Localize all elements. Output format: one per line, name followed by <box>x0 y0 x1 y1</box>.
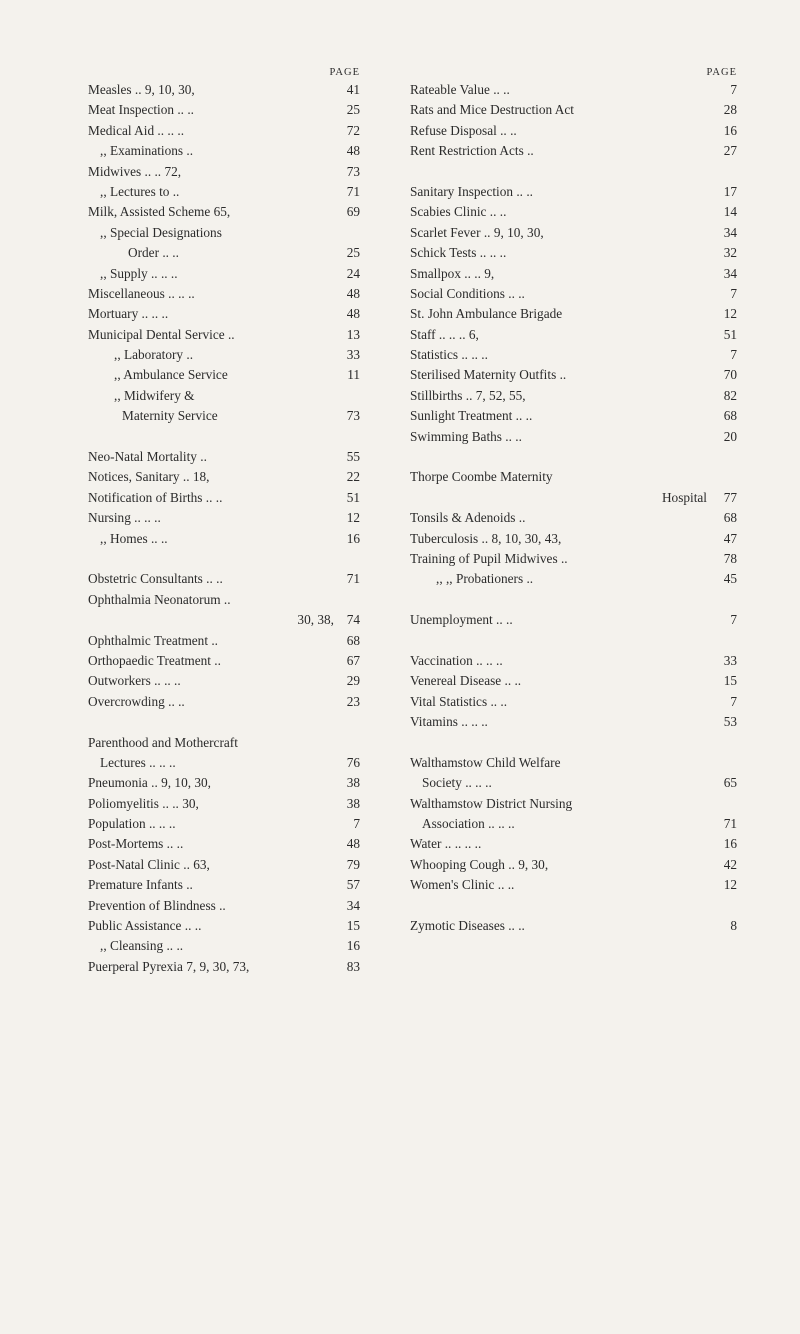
index-entry <box>88 365 360 385</box>
index-entry <box>410 610 737 630</box>
index-entry <box>88 712 360 732</box>
page-column-header: PAGE <box>706 67 737 78</box>
index-entry-label: Walthamstow Child Welfare <box>410 754 561 770</box>
index-entry <box>410 794 737 814</box>
index-entry-page: 7 <box>730 612 737 628</box>
index-entry-label: Tuberculosis .. 8, 10, 30, 43, <box>410 530 562 546</box>
index-entry-label: Scabies Clinic .. .. <box>410 204 507 220</box>
index-entry <box>88 427 360 447</box>
index-entry-label: Water .. .. .. .. <box>410 836 482 852</box>
index-entry <box>88 141 360 161</box>
index-entry-label: Statistics .. .. .. <box>410 347 488 363</box>
index-entry <box>410 508 737 528</box>
index-entry-page: 48 <box>346 306 360 322</box>
index-entry-page: 12 <box>346 510 360 526</box>
index-entry-label: Notices, Sanitary .. 18, <box>88 469 210 485</box>
index-entry-page: 76 <box>346 754 360 770</box>
index-entry-page: 25 <box>346 102 360 118</box>
index-entry <box>410 712 737 732</box>
index-entry <box>410 467 737 487</box>
index-entry-label: Sanitary Inspection .. .. <box>410 183 533 199</box>
index-entry <box>410 916 737 936</box>
index-entry-label: Women's Clinic .. .. <box>410 877 515 893</box>
index-entry-label: Hospital <box>661 489 707 505</box>
index-entry-label: Pneumonia .. 9, 10, 30, <box>88 775 211 791</box>
index-entry-label: Population .. .. .. <box>88 816 176 832</box>
index-entry <box>410 814 737 834</box>
index-entry-page: 45 <box>723 571 737 587</box>
index-entry-page: 15 <box>346 918 360 934</box>
index-entry-label: Premature Infants .. <box>88 877 193 893</box>
index-entry-page: 20 <box>723 428 737 444</box>
index-entry-page: 68 <box>723 408 737 424</box>
index-entry-label: ,, Homes .. .. <box>100 530 168 546</box>
index-entry <box>88 733 360 753</box>
index-entry-page: 7 <box>730 82 737 97</box>
index-entry <box>410 182 737 202</box>
index-entries-left <box>88 80 360 977</box>
index-entry-page: 25 <box>346 245 360 261</box>
index-entry <box>88 100 360 120</box>
index-entry-label: ,, Supply .. .. .. <box>100 265 178 281</box>
index-entry-page: 12 <box>723 877 737 893</box>
index-entry <box>410 264 737 284</box>
index-entry-label: Walthamstow District Nursing <box>410 795 573 811</box>
index-entry-label: Order .. .. <box>128 245 179 261</box>
index-entry-label: Refuse Disposal .. .. <box>410 122 517 138</box>
index-entry <box>410 692 737 712</box>
index-entry-label: Social Conditions .. .. <box>410 285 525 301</box>
index-entry <box>88 896 360 916</box>
index-entry-label: Stillbirths .. 7, 52, 55, <box>410 387 526 403</box>
index-entry-page: 55 <box>346 449 360 465</box>
index-entry <box>410 386 737 406</box>
index-entry-page: 12 <box>723 306 737 322</box>
index-entry-page: 7 <box>730 285 737 301</box>
index-entry <box>410 100 737 120</box>
index-entry <box>88 467 360 487</box>
index-entry-label: Rateable Value .. .. <box>410 82 510 97</box>
index-entry-label: Unemployment .. .. <box>410 612 513 628</box>
index-entry-label: ,, Midwifery & <box>114 387 195 403</box>
index-entry-label: Lectures .. .. .. <box>100 754 176 770</box>
index-entry-label: Mortuary .. .. .. <box>88 306 169 322</box>
index-entry <box>410 427 737 447</box>
index-entry-label: ,, Cleansing .. .. <box>100 938 184 954</box>
index-entry-page: 48 <box>346 836 360 852</box>
index-entry <box>410 671 737 691</box>
index-entry-label: Training of Pupil Midwives .. <box>410 550 568 566</box>
index-entry-page: 41 <box>346 82 360 97</box>
index-entry-page: 7 <box>353 816 360 832</box>
index-entry-page: 70 <box>723 367 737 383</box>
index-entry-page: 71 <box>723 816 737 832</box>
index-entry-label: Poliomyelitis .. .. 30, <box>88 795 199 811</box>
index-entry-page: 17 <box>723 183 737 199</box>
index-entry-page: 78 <box>723 550 737 566</box>
index-entry-page: 7 <box>730 347 737 363</box>
index-entry <box>88 569 360 589</box>
index-entry-label: Ophthalmia Neonatorum .. <box>88 591 231 607</box>
index-entry-page: 72 <box>346 122 360 138</box>
index-entry-page: 47 <box>723 530 737 546</box>
index-entry-label: Society .. .. .. <box>422 775 492 791</box>
index-entry-page: 67 <box>346 652 360 668</box>
index-entry <box>410 488 737 508</box>
index-entry <box>410 141 737 161</box>
index-entry <box>88 875 360 895</box>
index-entry <box>88 590 360 610</box>
index-entry-label: ,, ,, Probationers .. <box>436 571 534 587</box>
index-entry-page: 53 <box>723 714 737 730</box>
index-entry <box>88 386 360 406</box>
index-entry-label: Parenthood and Mothercraft <box>88 734 238 750</box>
index-entry <box>88 916 360 936</box>
index-entry-label: ,, Special Designations <box>100 224 222 240</box>
index-entry <box>88 447 360 467</box>
index-entry-label: Obstetric Consultants .. .. <box>88 571 223 587</box>
index-entry <box>88 936 360 956</box>
index-entry <box>88 610 360 630</box>
index-entry-page: 8 <box>730 918 737 934</box>
index-entry-page: 68 <box>346 632 360 648</box>
index-entry-page: 34 <box>346 897 360 913</box>
index-entry-label: Ophthalmic Treatment .. <box>88 632 219 648</box>
index-entry-page: 14 <box>723 204 737 220</box>
index-entry <box>88 814 360 834</box>
index-entry <box>410 162 737 182</box>
index-entry-label: Rats and Mice Destruction Act <box>410 102 574 118</box>
index-entry-page: 16 <box>723 836 737 852</box>
index-entry-page: 16 <box>346 530 360 546</box>
index-entry-label: ,, Ambulance Service <box>114 367 228 383</box>
index-entry <box>88 651 360 671</box>
index-entry-page: 16 <box>346 938 360 954</box>
index-entry <box>410 406 737 426</box>
index-entry <box>88 855 360 875</box>
index-entry <box>410 651 737 671</box>
index-entry-page: 71 <box>346 571 360 587</box>
index-entry-label: Vitamins .. .. .. <box>410 714 488 730</box>
index-column-left <box>88 66 360 977</box>
index-entry-label: Meat Inspection .. .. <box>88 102 194 118</box>
index-entry-label: Public Assistance .. .. <box>88 918 202 934</box>
index-entry-label: 30, 38, <box>297 612 334 628</box>
index-entry <box>88 834 360 854</box>
index-entry <box>410 80 737 100</box>
index-entry <box>410 202 737 222</box>
index-entry-label: Medical Aid .. .. .. <box>88 122 185 138</box>
index-entry <box>88 794 360 814</box>
index-entry-label: Tonsils & Adenoids .. <box>410 510 526 526</box>
index-entry <box>410 325 737 345</box>
index-entry-label: Prevention of Blindness .. <box>88 897 226 913</box>
index-entry <box>410 875 737 895</box>
index-entry-label: Swimming Baths .. .. <box>410 428 522 444</box>
index-entry <box>88 121 360 141</box>
index-entry <box>88 957 360 977</box>
index-entry-page: 13 <box>346 326 360 342</box>
index-entry-label: Miscellaneous .. .. .. <box>88 285 195 301</box>
index-entry-label: Municipal Dental Service .. <box>88 326 235 342</box>
index-entry <box>410 590 737 610</box>
index-entry <box>410 631 737 651</box>
index-entry-label: St. John Ambulance Brigade <box>410 306 563 322</box>
index-entry-page: 73 <box>346 163 360 179</box>
index-entry-label: Maternity Service <box>122 408 218 424</box>
index-entry-page: 22 <box>346 469 360 485</box>
page-column-header: PAGE <box>329 67 360 78</box>
index-entry-page: 34 <box>723 224 737 240</box>
index-entry-label: Neo-Natal Mortality .. <box>88 449 207 465</box>
index-entry <box>88 773 360 793</box>
index-entry-page: 32 <box>723 245 737 261</box>
index-entry-label: Vaccination .. .. .. <box>410 652 503 668</box>
index-entry <box>410 549 737 569</box>
index-entry <box>410 243 737 263</box>
index-entry <box>88 692 360 712</box>
index-entry-page: 27 <box>723 143 737 159</box>
index-entry <box>410 365 737 385</box>
index-entry-label: Outworkers .. .. .. <box>88 673 181 689</box>
index-entry <box>410 121 737 141</box>
index-entry-page: 74 <box>346 612 360 628</box>
index-entry-page: 82 <box>723 387 737 403</box>
index-entry-label: Thorpe Coombe Maternity <box>410 469 553 485</box>
index-entry <box>88 325 360 345</box>
index-entry <box>88 488 360 508</box>
index-entry <box>410 529 737 549</box>
index-entry-page: 11 <box>347 367 360 383</box>
index-entry <box>88 304 360 324</box>
index-entry-label: Overcrowding .. .. <box>88 693 185 709</box>
index-entry-page: 34 <box>723 265 737 281</box>
index-entry-page: 38 <box>346 775 360 791</box>
index-entry-page: 28 <box>723 102 737 118</box>
index-entry <box>88 264 360 284</box>
index-entry-label: Smallpox .. .. 9, <box>410 265 495 281</box>
index-entry-page: 68 <box>723 510 737 526</box>
index-entry-label: Post-Mortems .. .. <box>88 836 184 852</box>
index-entry-page: 24 <box>346 265 360 281</box>
index-entry-page: 33 <box>346 347 360 363</box>
index-entry <box>88 284 360 304</box>
index-entry-page: 51 <box>723 326 737 342</box>
index-entry-label: Association .. .. .. <box>422 816 515 832</box>
index-entry-page: 29 <box>346 673 360 689</box>
index-entry <box>88 508 360 528</box>
index-entry-page: 73 <box>346 408 360 424</box>
index-entry-page: 69 <box>346 204 360 220</box>
index-entry-page: 33 <box>723 652 737 668</box>
index-entry-page: 79 <box>346 856 360 872</box>
index-entry <box>88 549 360 569</box>
index-entry-label: Sterilised Maternity Outfits .. <box>410 367 567 383</box>
index-entry-label: Venereal Disease .. .. <box>410 673 522 689</box>
index-entry-label: Vital Statistics .. .. <box>410 693 508 709</box>
index-column-right <box>410 66 737 936</box>
index-entry-label: Sunlight Treatment .. .. <box>410 408 533 424</box>
index-entry <box>410 447 737 467</box>
index-entry-page: 38 <box>346 795 360 811</box>
index-entry <box>88 223 360 243</box>
index-entry-label: Whooping Cough .. 9, 30, <box>410 856 549 872</box>
index-entry-label: Scarlet Fever .. 9, 10, 30, <box>410 224 544 240</box>
index-entry-label: Zymotic Diseases .. .. <box>410 918 525 934</box>
index-entry-label: Milk, Assisted Scheme 65, <box>88 204 231 220</box>
index-entry-label: Staff .. .. .. 6, <box>410 326 479 342</box>
index-entry <box>88 243 360 263</box>
index-entry <box>410 569 737 589</box>
index-entry <box>88 529 360 549</box>
index-entry <box>410 834 737 854</box>
index-entry-page: 51 <box>346 489 360 505</box>
index-entry <box>410 753 737 773</box>
index-entry <box>88 753 360 773</box>
index-entry-page: 16 <box>723 122 737 138</box>
index-entry <box>88 162 360 182</box>
index-entry <box>410 773 737 793</box>
index-entry <box>410 896 737 916</box>
index-entry-label: ,, Laboratory .. <box>114 347 194 363</box>
index-entry-page: 57 <box>346 877 360 893</box>
index-entry <box>88 345 360 365</box>
index-entry <box>88 406 360 426</box>
index-entry-page: 83 <box>346 958 360 974</box>
index-entry-page: 48 <box>346 285 360 301</box>
index-entry <box>88 202 360 222</box>
index-entry-page: 71 <box>346 183 360 199</box>
index-entry-page: 48 <box>346 143 360 159</box>
index-entry <box>410 855 737 875</box>
index-entry-page: 15 <box>723 673 737 689</box>
index-entry <box>88 80 360 100</box>
index-entry <box>410 304 737 324</box>
index-entry <box>88 182 360 202</box>
index-entry-page: 7 <box>730 693 737 709</box>
index-entry-label: Notification of Births .. .. <box>88 489 223 505</box>
index-entry-label: Schick Tests .. .. .. <box>410 245 507 261</box>
index-entry-label: Nursing .. .. .. <box>88 510 161 526</box>
index-entry-label: ,, Lectures to .. <box>100 183 180 199</box>
index-entry-label: Puerperal Pyrexia 7, 9, 30, 73, <box>88 958 250 974</box>
index-entry-label: Measles .. 9, 10, 30, <box>88 82 195 97</box>
index-entry-page: 77 <box>723 489 737 505</box>
index-entry-label: Rent Restriction Acts .. <box>410 143 534 159</box>
index-entry-label: ,, Examinations .. <box>100 143 194 159</box>
index-entry-label: Orthopaedic Treatment .. <box>88 652 221 668</box>
index-entry-page: 42 <box>723 856 737 872</box>
index-entry-page: 65 <box>723 775 737 791</box>
index-entry <box>410 733 737 753</box>
index-entry <box>410 345 737 365</box>
index-entry <box>410 223 737 243</box>
index-entry <box>410 284 737 304</box>
index-entry <box>88 631 360 651</box>
index-entry-label: Midwives .. .. 72, <box>88 163 182 179</box>
index-entry <box>88 671 360 691</box>
index-entries-right <box>410 80 737 936</box>
index-entry-label: Post-Natal Clinic .. 63, <box>88 856 210 872</box>
index-entry-page: 23 <box>346 693 360 709</box>
